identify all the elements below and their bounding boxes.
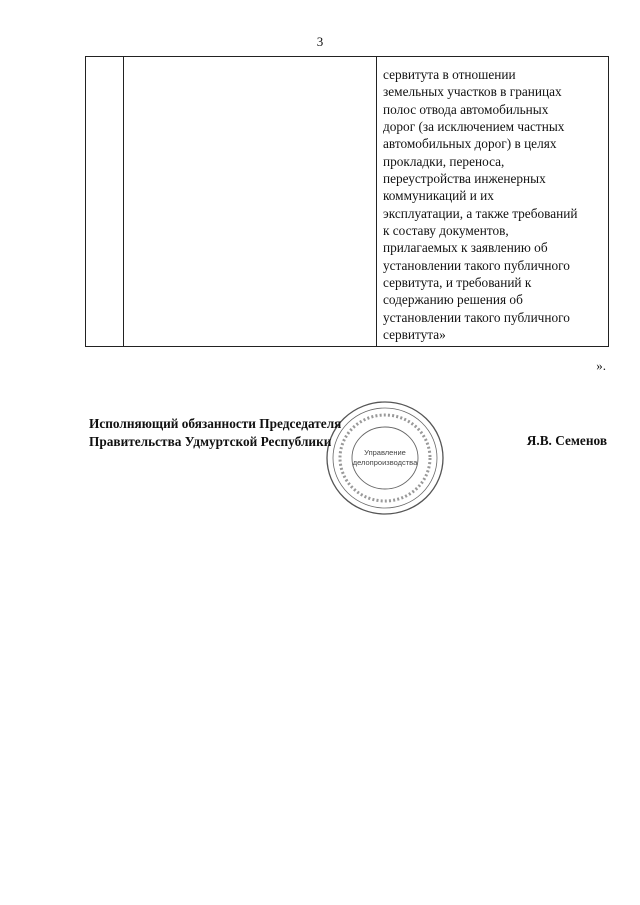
table-cell-line: к составу документов, bbox=[383, 223, 509, 239]
signature-title-line-1: Исполняющий обязанности Председателя bbox=[89, 416, 342, 431]
closing-quote: ». bbox=[596, 358, 606, 373]
table-cell-line: сервитута, и требований к bbox=[383, 275, 532, 291]
table-cell-line: сервитута в отношении bbox=[383, 67, 516, 82]
page-number: 3 bbox=[316, 34, 324, 49]
stamp-inner-line-1: Управление bbox=[364, 448, 406, 457]
table-cell-line: переустройства инженерных bbox=[383, 171, 546, 187]
content-table bbox=[85, 56, 609, 347]
table-column-divider-2 bbox=[376, 57, 377, 346]
table-cell-line: дорог (за исключением частных bbox=[383, 119, 565, 135]
table-cell-text bbox=[383, 66, 607, 344]
table-cell-line: прокладки, переноса, bbox=[383, 153, 505, 169]
table-cell-line: содержанию решения об bbox=[383, 292, 523, 308]
table-cell-line: сервитута» bbox=[383, 327, 446, 343]
signature-title bbox=[89, 415, 341, 451]
table-cell-line: эксплуатации, а также требований bbox=[383, 205, 578, 221]
stamp-inner-line-2: делопроизводства bbox=[352, 458, 418, 467]
table-cell-line: прилагаемых к заявлению об bbox=[383, 240, 548, 256]
signature-title-line-2: Правительства Удмуртской Республики bbox=[89, 434, 332, 449]
signer-name: Я.В. Семенов bbox=[526, 433, 607, 448]
table-cell-line: установлении такого публичного bbox=[383, 257, 570, 273]
table-cell-line: коммуникаций и их bbox=[383, 188, 494, 204]
table-cell-line: установлении такого публичного bbox=[383, 309, 570, 325]
table-cell-line: полос отвода автомобильных bbox=[383, 101, 549, 117]
table-cell-line: автомобильных дорог) в целях bbox=[383, 136, 557, 152]
table-cell-line: земельных участков в границах bbox=[383, 84, 562, 100]
table-column-divider-1 bbox=[123, 57, 124, 346]
